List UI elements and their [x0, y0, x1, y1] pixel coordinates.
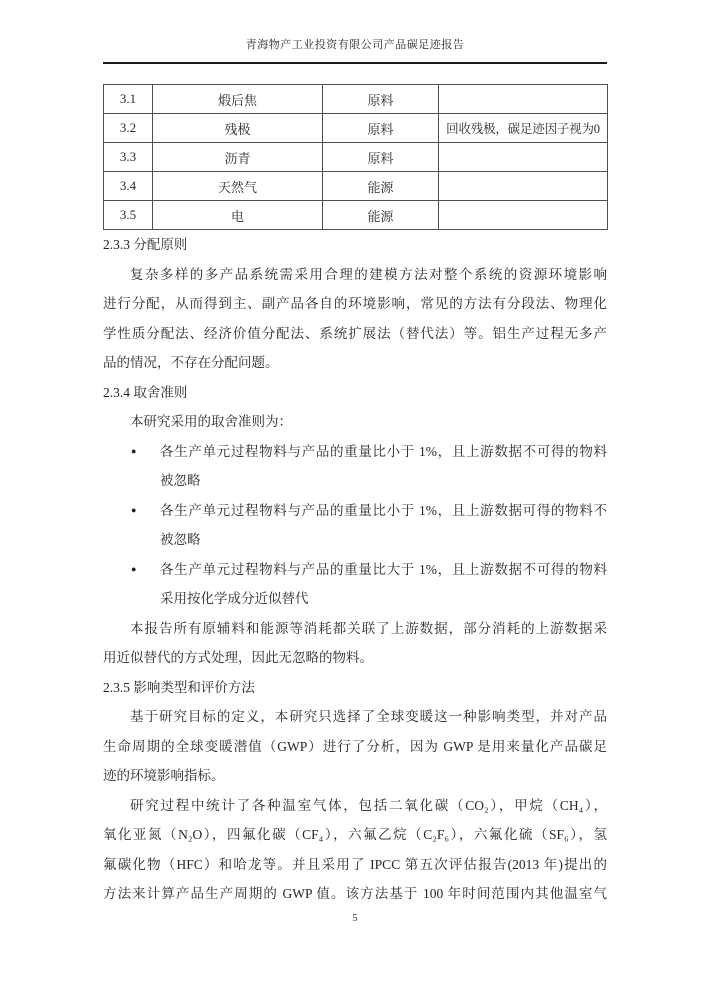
paragraph-line: 各生产单元过程物料与产品的重量比小于 1%，且上游数据不可得的物料	[160, 443, 607, 459]
paragraph-line: 被忽略	[160, 532, 201, 547]
paragraph-line: 迹的环境影响指标。	[103, 768, 225, 783]
cell-material: 煅后焦	[153, 85, 323, 114]
paragraph-line: 本报告所有原辅料和能源等消耗都关联了上游数据，部分消耗的上游数据采	[130, 620, 607, 636]
paragraph-line: 进行分配，从而得到主、副产品各自的环境影响，常见的方法有分段法、物理化	[103, 296, 607, 311]
paragraph-line: 被忽略	[160, 473, 201, 488]
document-body	[103, 230, 607, 909]
paragraph-line: 氧化亚氮（N₂O），四氟化碳（CF₄），六氟乙烷（C₂F₆），六氟化硫（SF₆），氢	[103, 827, 607, 842]
table-row	[104, 172, 608, 201]
section-heading-2-3-4: 2.3.4 取舍准则	[103, 384, 188, 400]
bullet-icon: ●	[131, 563, 137, 574]
header-title: 青海物产工业投资有限公司产品碳足迹报告	[245, 39, 465, 51]
table-row	[104, 85, 608, 114]
bullet-text	[160, 437, 607, 496]
cell-category: 原料	[323, 143, 439, 172]
cell-no: 3.2	[104, 114, 153, 143]
materials-table	[103, 84, 608, 230]
cell-material: 残极	[153, 114, 323, 143]
paragraph-line: 采用按化学成分近似替代	[160, 591, 309, 606]
cell-note	[439, 172, 608, 201]
bullet-text	[160, 496, 607, 555]
cell-no: 3.5	[104, 201, 153, 230]
paragraph-line: 学性质分配法、经济价值分配法、系统扩展法（替代法）等。铝生产过程无多产	[103, 325, 607, 341]
paragraph-line: 生命周期的全球变暖潜值（GWP）进行了分析，因为 GWP 是用来量化产品碳足	[103, 738, 607, 754]
table-row	[104, 143, 608, 172]
bullet-text	[160, 555, 607, 614]
page-header	[103, 0, 607, 64]
page-number: 5	[352, 912, 358, 924]
cell-material: 电	[153, 201, 323, 230]
bullet-item	[103, 555, 607, 614]
paragraph-line: 基于研究目标的定义，本研究只选择了全球变暖这一种影响类型，并对产品	[130, 709, 607, 724]
cell-no: 3.3	[104, 143, 153, 172]
cell-note	[439, 143, 608, 172]
bullet-icon: ●	[131, 504, 137, 515]
section-heading-2-3-5: 2.3.5 影响类型和评价方法	[103, 679, 255, 695]
section-heading-2-3-3: 2.3.3 分配原则	[103, 237, 188, 252]
cell-note	[439, 201, 608, 230]
cell-category: 原料	[323, 114, 439, 143]
paragraph-line: 各生产单元过程物料与产品的重量比大于 1%，且上游数据不可得的物料	[160, 561, 607, 577]
cell-material: 沥青	[153, 143, 323, 172]
cell-no: 3.4	[104, 172, 153, 201]
table-row	[104, 201, 608, 230]
paragraph-line: 研究过程中统计了各种温室气体，包括二氧化碳（CO₂），甲烷（CH₄），	[130, 797, 607, 813]
cell-note: 回收残极，碳足迹因子视为0	[439, 114, 608, 143]
cell-note	[439, 85, 608, 114]
paragraph-line: 品的情况，不存在分配问题。	[103, 355, 279, 370]
table-row	[104, 114, 608, 143]
cell-category: 原料	[323, 85, 439, 114]
paragraph-line: 氟碳化物（HFC）和哈龙等。并且采用了 IPCC 第五次评估报告(2013 年)提出的	[103, 856, 607, 872]
paragraph-line: 各生产单元过程物料与产品的重量比小于 1%，且上游数据可得的物料不	[160, 502, 607, 518]
bullet-icon: ●	[131, 445, 137, 456]
paragraph-line: 用近似替代的方式处理，因此无忽略的物料。	[103, 650, 373, 665]
paragraph-line: 复杂多样的多产品系统需采用合理的建模方法对整个系统的资源环境影响	[130, 266, 607, 282]
paragraph-line: 方法来计算产品生产周期的 GWP 值。该方法基于 100 年时间范围内其他温室气	[103, 886, 607, 901]
cell-category: 能源	[323, 201, 439, 230]
cell-category: 能源	[323, 172, 439, 201]
bullet-item	[103, 437, 607, 496]
bullet-item	[103, 496, 607, 555]
paragraph-line: 本研究采用的取舍准则为：	[130, 414, 292, 429]
cell-no: 3.1	[104, 85, 153, 114]
page-content	[103, 0, 607, 929]
cell-material: 天然气	[153, 172, 323, 201]
